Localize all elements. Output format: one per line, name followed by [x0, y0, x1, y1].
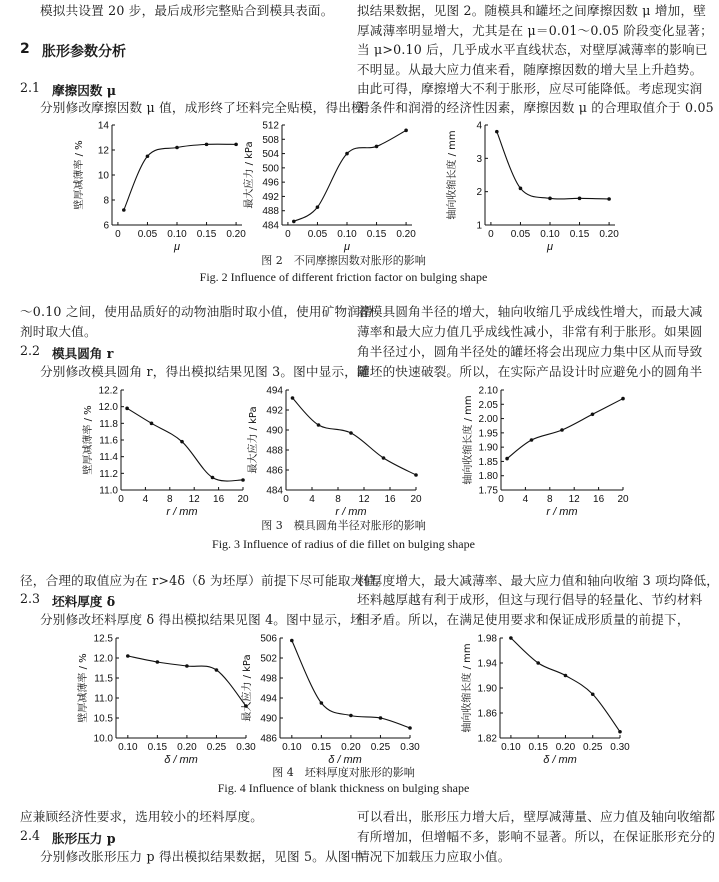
x-tick-label: 4	[142, 494, 149, 505]
subsection-title: 胀形压力 p	[52, 831, 116, 846]
data-point	[317, 423, 321, 427]
x-tick-label: 8	[547, 494, 553, 505]
data-point	[175, 146, 179, 150]
figure-caption-en: Fig. 3 Influence of radius of die fillet on bulging shape	[212, 537, 475, 551]
data-point	[125, 407, 129, 411]
y-tick-label: 1.90	[478, 442, 498, 454]
x-tick-label: 0.20	[341, 742, 361, 753]
y-tick-label: 486	[260, 733, 277, 745]
data-point	[621, 397, 625, 401]
figure-caption-cn: 图 2 不同摩擦因数对胀形的影响	[261, 254, 426, 267]
data-point	[382, 456, 386, 460]
y-axis-label: 轴向收缩长度 / mm	[463, 395, 474, 485]
x-axis-label: r / mm	[166, 506, 198, 518]
series-line	[511, 638, 620, 732]
x-tick-label: 0.05	[510, 229, 531, 240]
y-tick-label: 1.75	[478, 485, 498, 497]
x-axis-label: μ	[173, 241, 181, 253]
data-point	[519, 187, 523, 191]
figure-3-chart-3	[455, 383, 655, 518]
y-tick-label: 2.05	[478, 399, 498, 411]
y-tick-label: 1	[476, 220, 482, 232]
subsection-number: 2.1	[20, 80, 41, 95]
y-tick-label: 492	[266, 405, 283, 417]
x-tick-label: 0.20	[226, 229, 246, 240]
data-point	[560, 428, 564, 432]
paragraph-line: 分别修改摩擦因数 μ 值，成形终了坯料完全贴模，得出模	[40, 100, 364, 115]
y-tick-label: 11.2	[99, 468, 118, 480]
data-point	[509, 636, 513, 640]
x-tick-label: 16	[593, 494, 605, 505]
data-point	[316, 205, 320, 209]
data-point	[292, 220, 296, 224]
paragraph-line: 罐坯的快速破裂。所以，在实际产品设计时应避免小的圆角半	[357, 364, 703, 379]
y-axis-label: 最大应力 / kPa	[244, 141, 255, 209]
paragraph-line: 薄率和最大应力值几乎成线性减小，非常有利于胀形。如果圆	[357, 324, 703, 339]
x-tick-label: 0.10	[501, 742, 521, 753]
data-point	[126, 654, 130, 658]
data-point	[150, 422, 154, 426]
data-point	[379, 716, 383, 720]
paragraph-line: 滑条件和润滑的经济性因素，摩擦因数 μ 的合理取值介于 0.05	[357, 100, 714, 115]
y-tick-label: 486	[266, 465, 283, 477]
y-tick-label: 12.0	[93, 653, 113, 665]
x-tick-label: 0.20	[555, 742, 576, 753]
data-point	[349, 431, 353, 435]
data-point	[290, 639, 294, 643]
data-point	[234, 143, 238, 147]
x-tick-label: 12	[358, 494, 370, 505]
y-tick-label: 488	[266, 445, 283, 457]
y-tick-label: 11.8	[99, 418, 118, 430]
y-tick-label: 1.80	[478, 471, 498, 483]
data-point	[564, 674, 568, 678]
data-point	[180, 440, 184, 444]
paragraph-line: 料厚度增大，最大减薄率、最大应力值和轴向收缩 3 项均降低，	[357, 573, 719, 588]
paragraph-line: 分别修改模具圆角 r，得出模拟结果见图 3。图中显示，随	[40, 364, 370, 379]
figure-caption-cn: 图 4 坯料厚度对胀形的影响	[272, 766, 415, 779]
y-tick-label: 6	[103, 220, 109, 232]
x-tick-label: 20	[237, 494, 249, 505]
y-tick-label: 1.94	[477, 658, 497, 670]
data-point	[211, 476, 215, 480]
y-axis-label: 壁厚减薄率 / %	[83, 405, 94, 475]
paragraph-line: 模拟共设置 20 步，最后成形完整贴合到模具表面。	[40, 3, 334, 18]
paragraph-line: 应兼顾经济性要求，选用较小的坯料厚度。	[20, 809, 264, 824]
paragraph-line: 厚减薄率明显增大，尤其是在 μ＝0.01～0.05 阶段变化显著；	[357, 23, 713, 38]
data-point	[146, 154, 150, 158]
figure-4-chart-2	[240, 630, 440, 766]
y-tick-label: 484	[262, 220, 279, 232]
data-point	[505, 457, 509, 461]
y-tick-label: 502	[260, 653, 277, 665]
x-tick-label: 0.30	[400, 742, 420, 753]
x-tick-label: 0.30	[236, 742, 256, 753]
x-tick-label: 0.15	[366, 229, 387, 240]
paragraph-line: 当 μ>0.10 后，几乎成水平直线状态，对壁厚减薄率的影响已	[357, 42, 708, 57]
data-point	[345, 152, 349, 156]
x-tick-label: 4	[522, 494, 529, 505]
y-tick-label: 494	[260, 693, 277, 705]
y-tick-label: 11.4	[99, 452, 118, 464]
x-tick-label: 0.10	[282, 742, 302, 753]
y-axis-label: 最大应力 / kPa	[242, 654, 253, 722]
figure-3-chart-2	[240, 383, 440, 518]
x-tick-label: 0.20	[599, 229, 619, 240]
data-point	[591, 412, 595, 416]
data-point	[291, 396, 295, 400]
y-tick-label: 1.86	[477, 708, 497, 720]
x-tick-label: 0.10	[167, 229, 187, 240]
y-tick-label: 512	[262, 120, 279, 132]
paragraph-line: 坯料越厚越有利于成形，但这与现行倡导的轻量化、节约材料	[357, 592, 703, 607]
y-tick-label: 1.90	[477, 683, 497, 695]
series-line	[128, 656, 246, 706]
x-tick-label: 0	[498, 494, 504, 505]
paragraph-line: 不明显。从最大应力值来看，随摩擦因数的增大呈上升趋势。	[357, 62, 703, 77]
x-tick-label: 0.15	[528, 742, 548, 753]
data-point	[536, 661, 540, 665]
figure-2-chart-3	[447, 118, 655, 253]
x-tick-label: 20	[410, 494, 422, 505]
x-tick-label: 0	[488, 229, 494, 240]
y-tick-label: 1.82	[477, 733, 497, 745]
y-tick-label: 2	[476, 187, 482, 199]
y-tick-label: 506	[260, 633, 277, 645]
paragraph-line: 有所增加，但增幅不多，影响不显著。所以，在保证胀形充分的	[357, 829, 716, 844]
paragraph-line: 径，合理的取值应为在 r>4δ（δ 为坯厚）前提下尽可能取大值。	[20, 573, 389, 588]
y-tick-label: 11.0	[99, 485, 118, 497]
paragraph-line: 分别修改胀形压力 p 得出模拟结果数据，见图 5。从图中	[40, 849, 364, 864]
x-axis-label: δ / mm	[543, 754, 577, 766]
y-tick-label: 11.0	[94, 693, 113, 705]
data-point	[578, 197, 582, 201]
paragraph-line: 可以看出，胀形压力增大后，壁厚减薄量、应力值及轴向收缩都	[357, 809, 716, 824]
y-tick-label: 12.0	[98, 402, 118, 414]
x-tick-label: 16	[384, 494, 396, 505]
x-tick-label: 0.10	[337, 229, 357, 240]
paragraph-line: 角半径过小，圆角半径处的罐坯将会出现应力集中区从而导致	[357, 344, 703, 359]
subsection-number: 2.2	[20, 343, 41, 358]
x-axis-label: μ	[343, 241, 351, 253]
data-point	[408, 726, 412, 730]
y-tick-label: 14	[97, 120, 109, 132]
paragraph-line: 剂时取大值。	[20, 324, 97, 339]
y-axis-label: 壁厚减薄率 / %	[78, 653, 89, 723]
y-tick-label: 500	[262, 163, 279, 175]
figure-caption-en: Fig. 4 Influence of blank thickness on bulging shape	[217, 781, 470, 795]
x-tick-label: 0	[285, 229, 291, 240]
x-tick-label: 0.20	[396, 229, 416, 240]
data-point	[349, 714, 353, 718]
section-number: 2	[20, 41, 30, 57]
subsection-title: 摩擦因数 μ	[52, 83, 116, 98]
x-tick-label: 8	[335, 494, 341, 505]
y-tick-label: 496	[262, 177, 279, 189]
data-point	[530, 438, 534, 442]
paragraph-line: 分别修改坯料厚度 δ 得出模拟结果见图 4。图中显示，坯	[40, 612, 363, 627]
paragraph-line: 相矛盾。所以，在满足使用要求和保证成形质量的前提下，	[357, 612, 690, 627]
subsection-number: 2.3	[20, 591, 41, 606]
paragraph-line: ～0.10 之间，使用品质好的动物油脂时取小值，使用矿物润滑	[20, 304, 373, 319]
y-axis-label: 轴向收缩长度 / mm	[447, 130, 458, 220]
x-tick-label: 0.05	[137, 229, 158, 240]
figure-caption-en: Fig. 2 Influence of different friction factor on bulging shape	[199, 270, 488, 284]
series-line	[294, 130, 406, 221]
x-tick-label: 12	[568, 494, 580, 505]
y-tick-label: 12.2	[98, 385, 118, 397]
x-tick-label: 0	[118, 494, 124, 505]
x-tick-label: 8	[167, 494, 173, 505]
data-point	[607, 197, 611, 201]
y-tick-label: 11.5	[94, 673, 113, 685]
y-tick-label: 2.10	[478, 385, 498, 397]
figure-2-chart-2	[240, 118, 440, 253]
figure-4-chart-3	[455, 630, 655, 766]
series-line	[497, 132, 609, 199]
y-tick-label: 488	[262, 206, 279, 218]
data-point	[320, 701, 324, 705]
data-point	[215, 668, 219, 672]
x-tick-label: 0.10	[540, 229, 560, 240]
paragraph-line: 由此可得，摩擦增大不利于胀形，应尽可能降低。考虑现实润	[357, 81, 703, 96]
x-tick-label: 0.15	[196, 229, 217, 240]
x-tick-label: 0.20	[177, 742, 197, 753]
x-axis-label: r / mm	[335, 506, 367, 518]
x-axis-label: δ / mm	[328, 754, 362, 766]
data-point	[185, 664, 189, 668]
y-tick-label: 11.6	[99, 435, 118, 447]
x-tick-label: 0.30	[610, 742, 630, 753]
x-tick-label: 0.25	[370, 742, 391, 753]
series-line	[507, 399, 623, 459]
figure-caption-cn: 图 3 模具圆角半径对胀形的影响	[261, 519, 426, 532]
y-tick-label: 1.95	[478, 428, 498, 440]
data-point	[548, 197, 552, 201]
y-tick-label: 492	[262, 191, 279, 203]
x-tick-label: 0.25	[206, 742, 227, 753]
y-tick-label: 1.98	[477, 633, 497, 645]
y-tick-label: 508	[262, 134, 279, 146]
x-tick-label: 4	[309, 494, 315, 505]
x-tick-label: 0	[283, 494, 289, 505]
x-tick-label: 0.15	[147, 742, 168, 753]
subsection-title: 坯料厚度 δ	[52, 594, 116, 609]
y-axis-label: 轴向收缩长度 / mm	[462, 643, 473, 733]
y-axis-label: 壁厚减薄率 / %	[74, 140, 85, 210]
y-tick-label: 498	[260, 673, 277, 685]
x-tick-label: 12	[188, 494, 200, 505]
data-point	[205, 143, 209, 147]
y-tick-label: 12	[97, 145, 109, 157]
data-point	[591, 692, 595, 696]
y-axis-label: 最大应力 / kPa	[248, 406, 259, 474]
data-point	[495, 130, 499, 134]
x-tick-label: 0.10	[118, 742, 138, 753]
x-tick-label: 0.15	[569, 229, 590, 240]
x-tick-label: 0.05	[307, 229, 328, 240]
x-tick-label: 0.25	[582, 742, 603, 753]
series-line	[293, 398, 417, 475]
paragraph-line: 拟结果数据，见图 2。随模具和罐坯之间摩擦因数 μ 增加，壁	[357, 3, 707, 18]
x-tick-label: 16	[213, 494, 225, 505]
y-tick-label: 10.5	[93, 713, 113, 725]
series-line	[127, 408, 243, 481]
data-point	[122, 208, 126, 212]
data-point	[618, 730, 622, 734]
series-line	[124, 144, 236, 210]
data-point	[414, 473, 418, 477]
data-point	[375, 145, 379, 149]
x-axis-label: μ	[546, 241, 554, 253]
y-tick-label: 484	[266, 485, 283, 497]
y-tick-label: 4	[476, 120, 482, 132]
x-tick-label: 0	[115, 229, 121, 240]
y-tick-label: 12.5	[93, 633, 113, 645]
section-title: 胀形参数分析	[42, 44, 126, 60]
x-axis-label: δ / mm	[164, 754, 198, 766]
y-tick-label: 494	[266, 385, 283, 397]
subsection-title: 模具圆角 r	[52, 346, 114, 361]
data-point	[156, 660, 160, 664]
y-tick-label: 3	[476, 153, 482, 165]
y-tick-label: 10	[97, 170, 109, 182]
x-tick-label: 20	[617, 494, 629, 505]
subsection-number: 2.4	[20, 828, 41, 843]
y-tick-label: 8	[103, 195, 109, 207]
y-tick-label: 490	[266, 425, 283, 437]
paragraph-line: 情况下加载压力应取小值。	[357, 849, 511, 864]
y-tick-label: 1.85	[478, 456, 498, 468]
y-tick-label: 504	[262, 149, 279, 161]
x-tick-label: 0.15	[311, 742, 332, 753]
y-tick-label: 490	[260, 713, 277, 725]
x-axis-label: r / mm	[546, 506, 578, 518]
y-tick-label: 2.00	[478, 414, 498, 426]
data-point	[404, 129, 408, 133]
y-tick-label: 10.0	[93, 733, 113, 745]
paragraph-line: 着模具圆角半径的增大，轴向收缩几乎成线性增大，而最大减	[357, 304, 703, 319]
